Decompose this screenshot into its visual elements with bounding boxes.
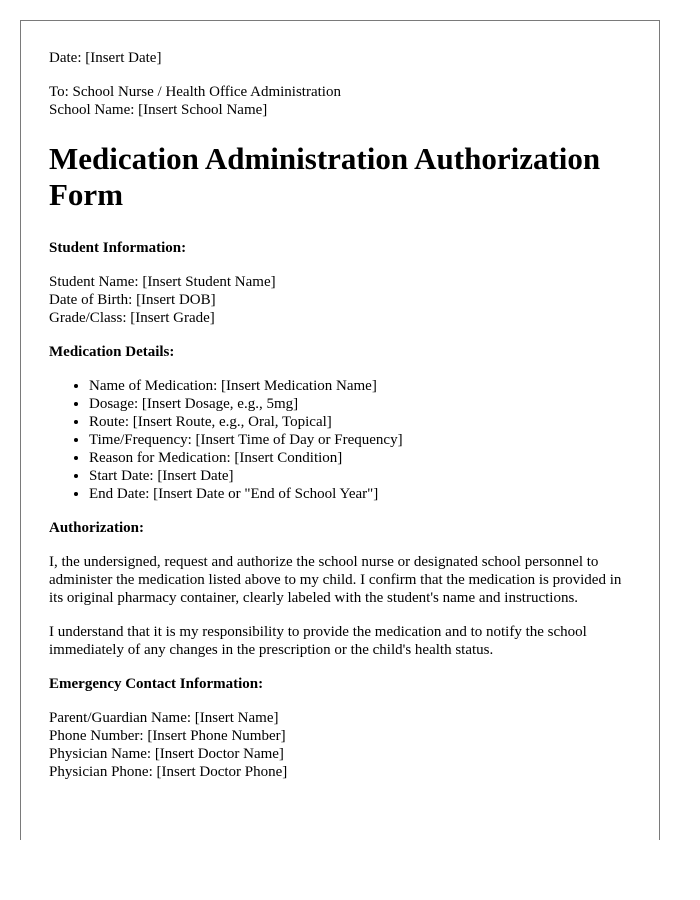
student-grade-text: Grade/Class: [Insert Grade] bbox=[49, 310, 215, 326]
emergency-contact-block bbox=[49, 709, 631, 781]
list-item: • End Date: [Insert Date or "End of School Year"] bbox=[89, 485, 631, 503]
phone-number-text: Phone Number: [Insert Phone Number] bbox=[49, 728, 286, 744]
form-page bbox=[20, 20, 660, 840]
parent-name-text: Parent/Guardian Name: [Insert Name] bbox=[49, 710, 279, 726]
school-name-text: School Name: [Insert School Name] bbox=[49, 102, 268, 118]
recipient-block bbox=[49, 83, 631, 119]
student-info-block bbox=[49, 273, 631, 327]
recipient-text: To: School Nurse / Health Office Administration bbox=[49, 84, 341, 100]
student-info-heading: Student Information: bbox=[49, 240, 187, 256]
date-text: Date: [Insert Date] bbox=[49, 50, 162, 66]
physician-name-text: Physician Name: [Insert Doctor Name] bbox=[49, 746, 284, 762]
authorization-paragraph-2: I understand that it is my responsibility to provide the medication and to notify the school immediately of any changes in the prescription or the child's health status. bbox=[49, 624, 587, 658]
list-item: • Time/Frequency: [Insert Time of Day or Frequency] bbox=[89, 431, 631, 449]
physician-phone-text: Physician Phone: [Insert Doctor Phone] bbox=[49, 764, 288, 780]
medication-details-list bbox=[49, 377, 631, 503]
medication-details-heading: Medication Details: bbox=[49, 344, 175, 360]
student-name-text: Student Name: [Insert Student Name] bbox=[49, 274, 276, 290]
authorization-paragraph-1: I, the undersigned, request and authorize the school nurse or designated school personnel to administer the medication listed above to my child. I confirm that the medication is provided in its original pharmacy container, clearly labeled with the student's name and instructions. bbox=[49, 554, 622, 606]
list-item: • Start Date: [Insert Date] bbox=[89, 467, 631, 485]
authorization-heading: Authorization: bbox=[49, 520, 144, 536]
list-item: • Reason for Medication: [Insert Condition] bbox=[89, 449, 631, 467]
student-dob-text: Date of Birth: [Insert DOB] bbox=[49, 292, 216, 308]
emergency-contact-heading: Emergency Contact Information: bbox=[49, 676, 264, 692]
list-item: • Dosage: [Insert Dosage, e.g., 5mg] bbox=[89, 395, 631, 413]
date-line bbox=[49, 49, 631, 67]
list-item: • Name of Medication: [Insert Medication Name] bbox=[89, 377, 631, 395]
list-item: • Route: [Insert Route, e.g., Oral, Topical] bbox=[89, 413, 631, 431]
page-title: Medication Administration Authorization Form bbox=[49, 141, 601, 212]
